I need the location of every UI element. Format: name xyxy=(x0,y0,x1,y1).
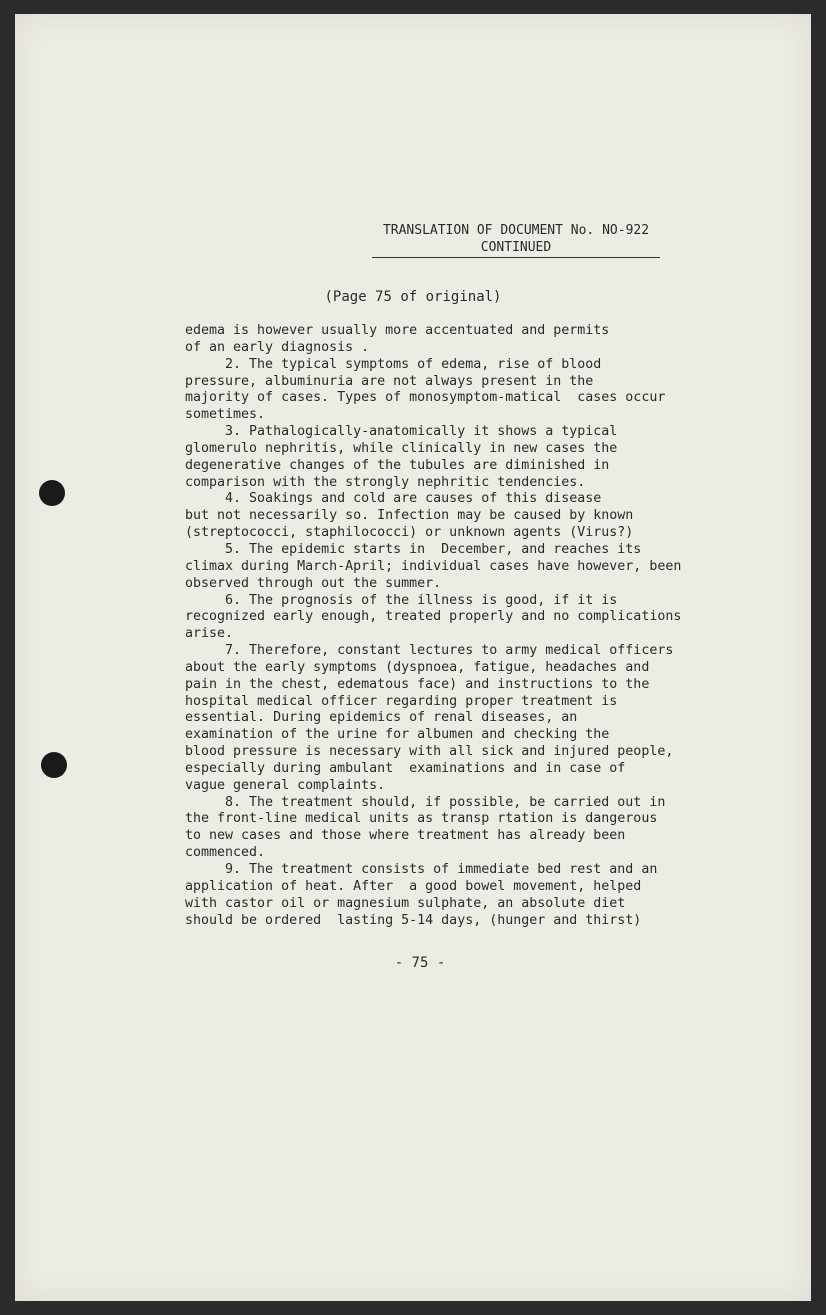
text-line: majority of cases. Types of monosymptom-matical cases occur xyxy=(177,390,666,406)
text-line: blood pressure is necessary with all sick and injured people, xyxy=(177,744,674,760)
text-line: degenerative changes of the tubules are diminished in xyxy=(177,457,610,473)
page-number: - 75 - xyxy=(394,955,446,971)
text-line: 2. The typical symptoms of edema, rise of blood xyxy=(177,356,602,372)
punch-hole-top xyxy=(39,480,65,506)
text-line: 8. The treatment should, if possible, be carried out in xyxy=(177,794,666,810)
text-line: 9. The treatment consists of immediate bed rest and an xyxy=(177,862,658,877)
text-line: glomerulo nephritis, while clinically in new cases the xyxy=(177,440,618,456)
text-line: vague general complaints. xyxy=(177,777,386,793)
text-line: pressure, albuminuria are not always present in the xyxy=(177,373,594,389)
text-line: but not necessarily so. Infection may be caused by known xyxy=(177,508,634,524)
document-header xyxy=(372,222,660,258)
text-line: recognized early enough, treated properly and no complications xyxy=(177,609,682,625)
text-line: arise. xyxy=(177,626,234,642)
text-line: 3. Pathalogically-anatomically it shows a typical xyxy=(177,424,618,440)
text-line: 4. Soakings and cold are causes of this disease xyxy=(177,491,602,507)
text-line: edema is however usually more accentuated and permits xyxy=(177,323,610,338)
text-line: of an early diagnosis . xyxy=(177,339,370,355)
text-line: 6. The prognosis of the illness is good, if it is xyxy=(177,592,618,608)
text-line: pain in the chest, edematous face) and instructions to the xyxy=(177,676,650,692)
text-line: climax during March-April; individual cases have however, been xyxy=(177,558,682,574)
text-line: sometimes. xyxy=(177,407,266,423)
text-line: should be ordered lasting 5-14 days, (hunger and thirst) xyxy=(177,912,642,928)
header-rule xyxy=(372,257,660,258)
text-line: commenced. xyxy=(177,845,266,861)
text-line: comparison with the strongly nephritic tendencies. xyxy=(177,474,586,490)
text-line: to new cases and those where treatment has already been xyxy=(177,828,626,844)
text-line: 5. The epidemic starts in December, and reaches its xyxy=(177,541,642,557)
body-text xyxy=(177,323,697,929)
original-page-reference: (Page 75 of original) xyxy=(324,289,502,305)
text-line: with castor oil or magnesium sulphate, an absolute diet xyxy=(177,895,626,911)
header-continued: CONTINUED xyxy=(480,240,552,255)
document-page xyxy=(15,14,811,1301)
text-line: especially during ambulant examinations and in case of xyxy=(177,760,626,776)
text-line: application of heat. After a good bowel movement, helped xyxy=(177,878,642,894)
header-title: TRANSLATION OF DOCUMENT No. NO-922 xyxy=(382,223,650,238)
text-line: 7. Therefore, constant lectures to army medical officers xyxy=(177,643,674,659)
text-line: about the early symptoms (dyspnoea, fatigue, headaches and xyxy=(177,659,650,675)
punch-hole-bottom xyxy=(41,752,67,778)
text-line: hospital medical officer regarding proper treatment is xyxy=(177,693,618,709)
text-line: the front-line medical units as transp rtation is dangerous xyxy=(177,811,658,827)
text-line: (streptococci, staphilococci) or unknown agents (Virus?) xyxy=(177,525,634,541)
text-line: essential. During epidemics of renal diseases, an xyxy=(177,710,578,726)
text-line: examination of the urine for albumen and checking the xyxy=(177,727,610,743)
text-line: observed through out the summer. xyxy=(177,575,442,591)
